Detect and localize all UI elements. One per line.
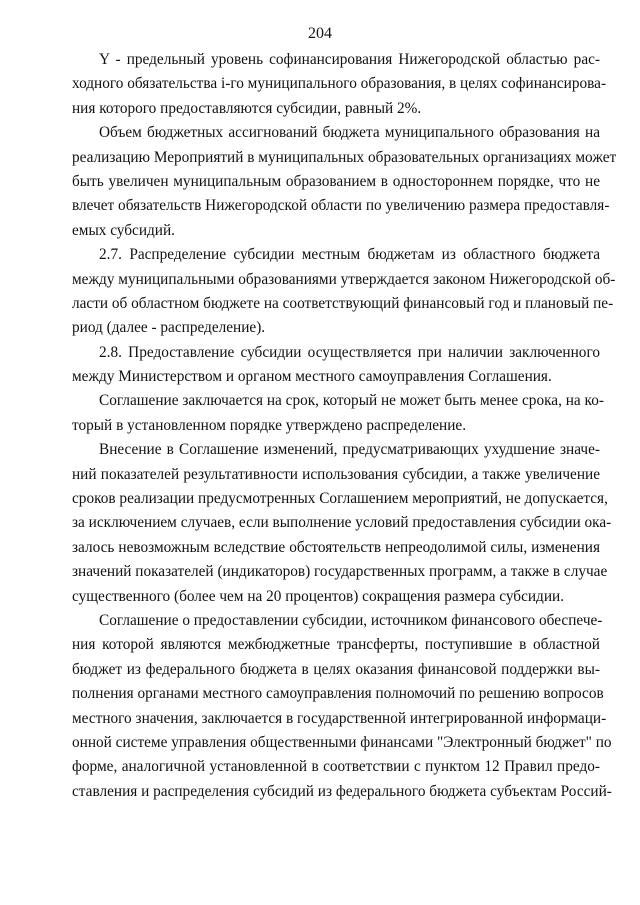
text-line: полнения органами местного самоуправления полномочий по решению вопросов: [72, 685, 604, 703]
paragraph: [72, 438, 612, 609]
text-line: влечет обязательств Нижегородской области по увеличению размера предоставля-: [72, 197, 610, 215]
text-line: 2.8. Предоставление субсидии осуществляется при наличии заключенного: [99, 343, 600, 361]
text-line: сроков реализации предусмотренных Соглашением мероприятий, не допускается,: [72, 490, 608, 508]
text-line: ния которого предоставляются субсидии, равный 2%.: [72, 99, 422, 117]
text-line: залось невозможным вследствие обстоятельств непреодолимой силы, изменения: [72, 538, 600, 556]
paragraph: [72, 341, 600, 390]
text-line: бюджет из федерального бюджета в целях оказания финансовой поддержки вы-: [72, 660, 600, 678]
paragraph: [72, 389, 604, 438]
text-line: значений показателей (индикаторов) государственных программ, а также в случае: [72, 563, 608, 581]
text-line: емых субсидий.: [72, 221, 175, 239]
text-line: Соглашение заключается на срок, который не может быть менее срока, на ко-: [99, 392, 604, 410]
paragraph: [72, 609, 612, 804]
text-line: местного значения, заключается в государственной интегрированной информаци-: [72, 709, 607, 727]
page-number: 204: [308, 25, 332, 42]
text-line: реализацию Мероприятий в муниципальных образовательных организациях может: [72, 148, 617, 166]
text-line: риод (далее - распределение).: [72, 319, 266, 337]
text-line: ний показателей результативности использования субсидии, а также увеличение: [72, 465, 600, 483]
text-line: ставления и распределения субсидий из федерального бюджета субъектам Россий-: [72, 782, 612, 800]
text-line: быть увеличен муниципальным образованием в одностороннем порядке, что не: [72, 172, 600, 190]
paragraph: [72, 48, 607, 121]
text-line: онной системе управления общественными финансами "Электронный бюджет" по: [72, 733, 612, 751]
text-line: между Министерством и органом местного самоуправления Соглашения.: [72, 368, 552, 386]
text-line: Y - предельный уровень софинансирования Нижегородской областью рас-: [99, 51, 600, 68]
paragraph: [72, 121, 617, 243]
text-line: Соглашение о предоставлении субсидии, источником финансового обеспече-: [99, 611, 603, 629]
text-line: ния которой являются межбюджетные трансферты, поступившие в областной: [72, 636, 600, 654]
text-line: существенного (более чем на 20 процентов) сокращения размера субсидии.: [72, 587, 565, 605]
paragraph: [72, 243, 616, 341]
text-line: между муниципальными образованиями утверждается законом Нижегородской об-: [72, 270, 616, 288]
text-line: ходного обязательства i-го муниципального образования, в целях софинансирова-: [72, 75, 607, 93]
text-line: форме, аналогичной установленной в соответствии с пунктом 12 Правил предо-: [72, 758, 600, 776]
text-line: 2.7. Распределение субсидии местным бюджетам из областного бюджета: [99, 246, 600, 264]
text-line: торый в установленном порядке утверждено распределение.: [72, 416, 467, 434]
text-line: Внесение в Соглашение изменений, предусматривающих ухудшение значе-: [99, 441, 600, 459]
text-line: ласти об областном бюджете на соответствующий финансовый год и плановый пе-: [72, 294, 614, 312]
document-body: [72, 48, 617, 804]
text-line: Объем бюджетных ассигнований бюджета муниципального образования на: [99, 124, 600, 142]
text-line: за исключением случаев, если выполнение условий предоставления субсидии ока-: [72, 514, 612, 532]
